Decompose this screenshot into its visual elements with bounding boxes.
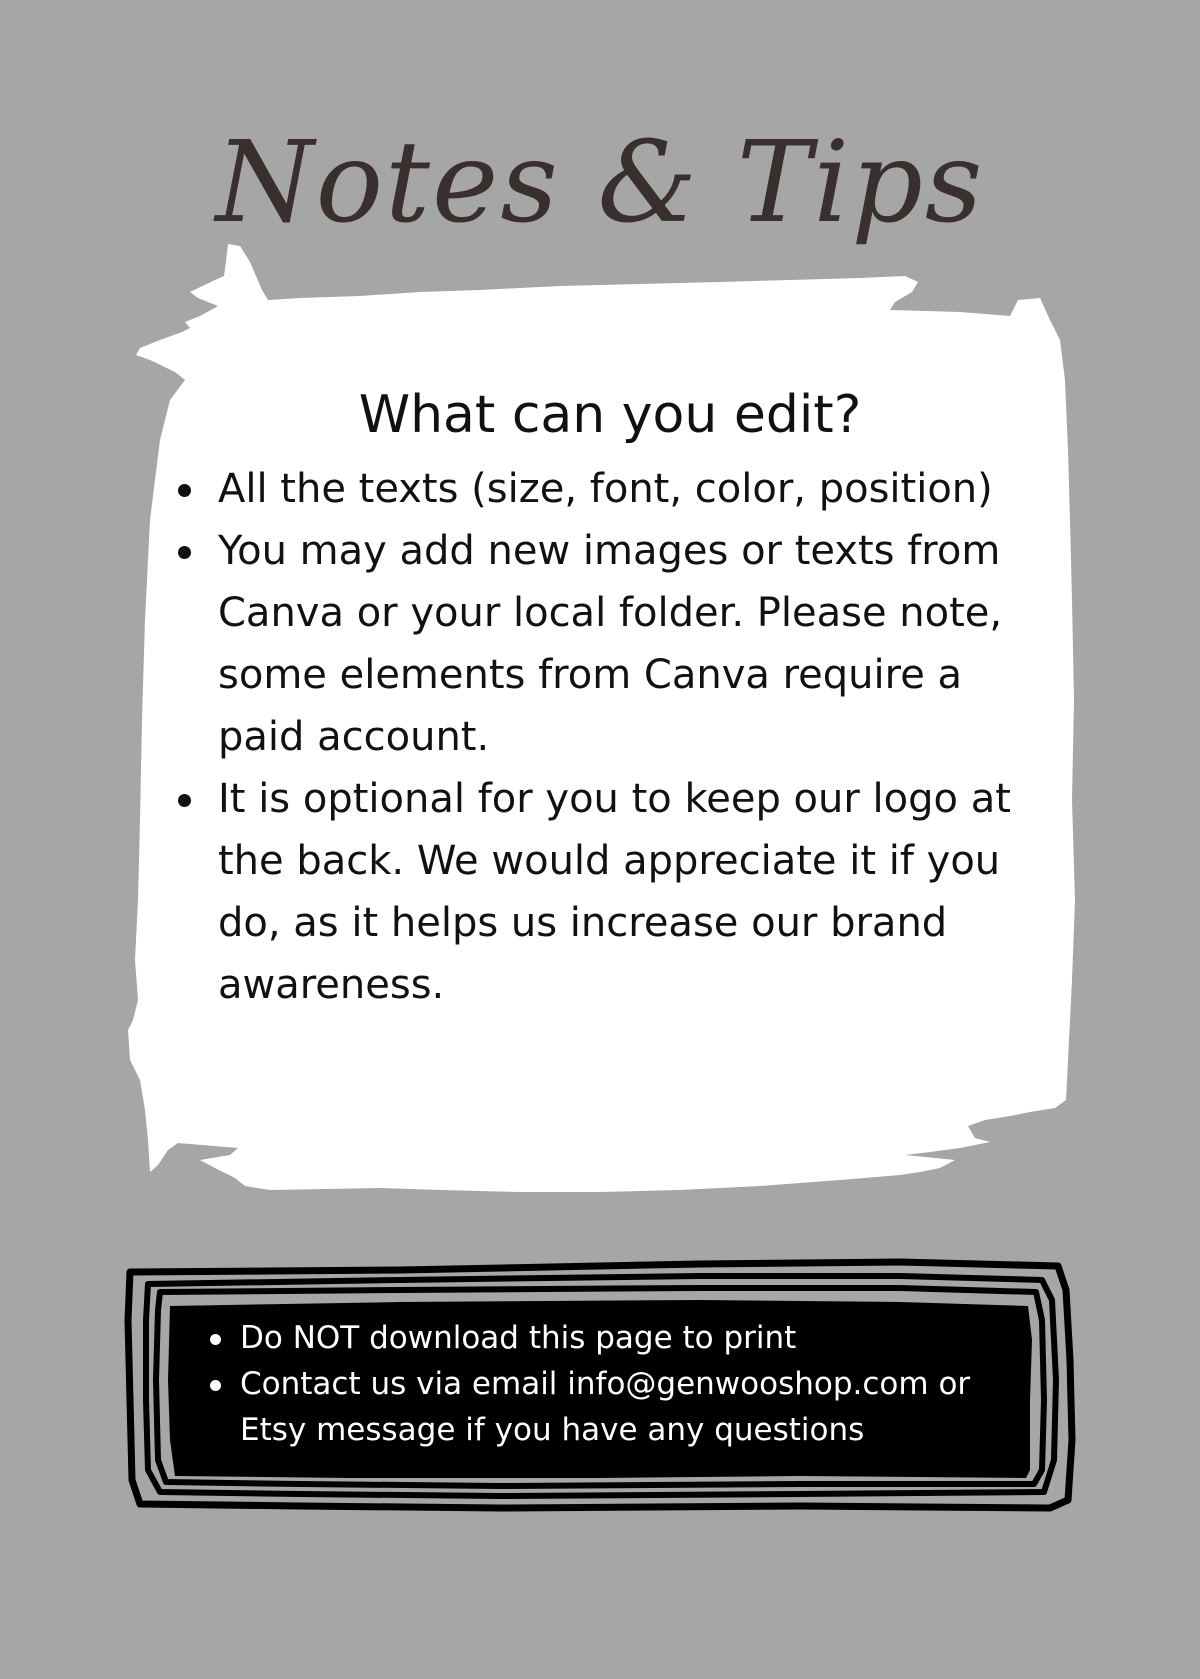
list-item-text: Contact us via email info@genwooshop.com or Etsy message if you have any questions xyxy=(240,1366,971,1448)
list-item-text: You may add new images or texts from Canva or your local folder. Please note, some elements from Canva require a paid account. xyxy=(218,528,1003,760)
notice-box xyxy=(200,1315,1020,1453)
bullet-icon xyxy=(210,1334,221,1345)
notice-list xyxy=(200,1315,1020,1453)
page-title: Notes & Tips xyxy=(215,118,985,248)
list-item-text: It is optional for you to keep our logo at the back. We would appreciate it if you do, as it helps us increase our brand awareness. xyxy=(218,776,1011,1008)
list-item xyxy=(200,1315,1020,1361)
list-item-text: All the texts (size, font, color, position) xyxy=(218,466,993,512)
card-heading: What can you edit? xyxy=(358,385,862,445)
list-item-text: Do NOT download this page to print xyxy=(240,1320,797,1356)
list-item xyxy=(200,1361,1020,1453)
bullet-icon xyxy=(210,1380,221,1391)
